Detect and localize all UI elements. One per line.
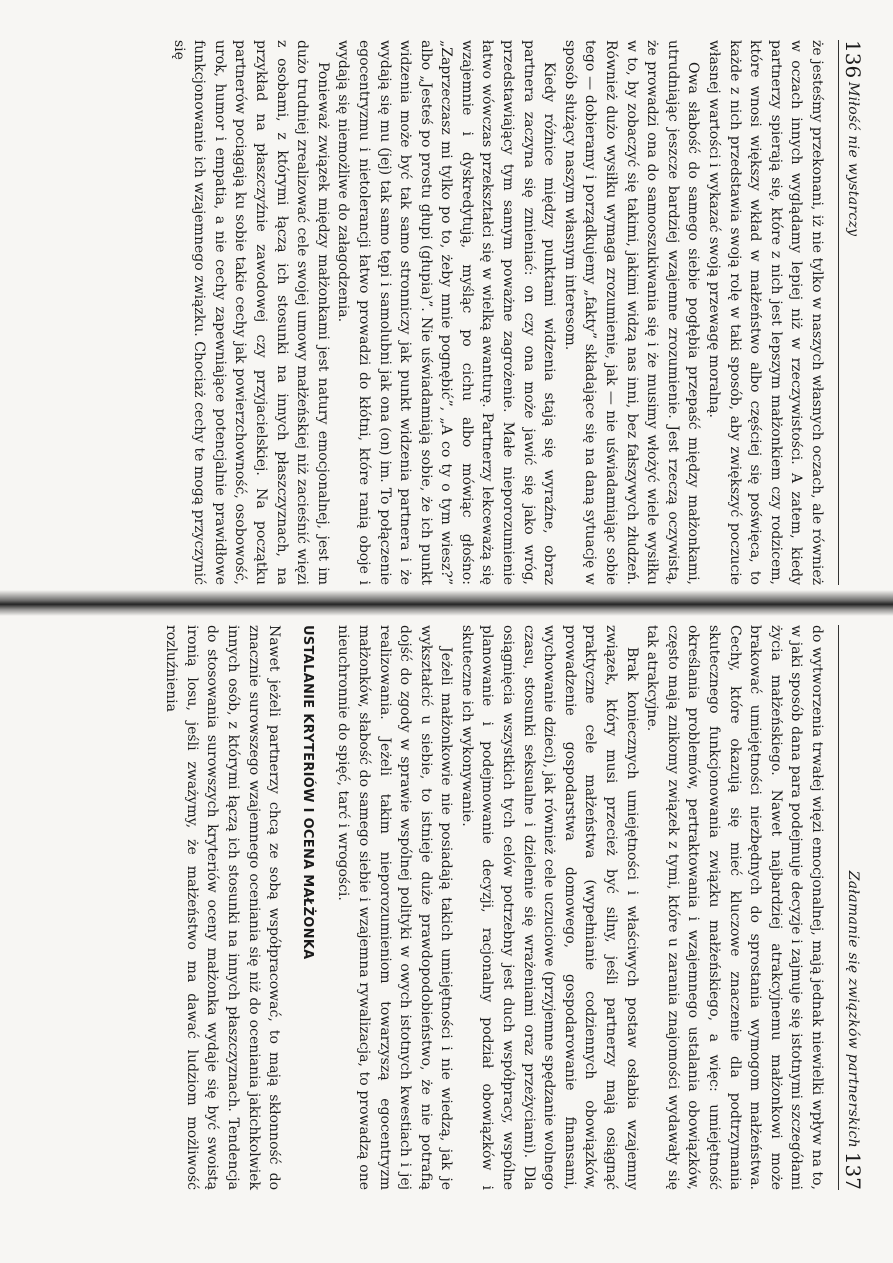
paragraph: do wytworzenia trwałej więzi emocjonalnej, mają jednak niewielki wpływ na to, w jaki sposób dana para podejmuje decyzje i zajmuje się istotnymi szczegółami życia małżeńskiego. Nawet najbardziej atrakcyjnemu małżonkowi może brakować umiejętności niezbędnych do sprostania wymogom małżeństwa. Cechy, które okazują się mieć kluczowe znaczenie dla podtrzymania skutecznego funkcjonowania związku małżeńskiego, a więc: umiejętność określania problemów, pertraktowania i wzajemnego ustalania obowiązków, często mają znikomy związek z tymi, które u zarania znajomości wydawały się tak atrakcyjne.: [644, 625, 825, 1190]
paragraph: Ponieważ związek między małżonkami jest natury emocjonalnej, jest im dużo trudniej zrealizować cele swojej umowy małżeńskiej niż zacieśnić więzi z osobami, z którymi łączą ich stosunki na innych płaszczyznach, na przykład na płaszczyźnie zawodowej czy przyjacielskiej. Na początku partnerów pociągają ku sobie takie cechy jak powierzchowność, osobowość, urok, humor i empatia, a nie cechy zapewniające potencjalnie prawidłowe funkcjonowanie ich wzajemnego związku. Chociaż cechy te mogą przyczynić się: [170, 40, 331, 585]
right-page-header: [838, 625, 869, 1190]
section-heading: USTALANIE KRYTERIÓW I OCENA MAŁŻONKA: [299, 625, 315, 960]
right-running-title: Załamanie się związków partnerskich: [845, 870, 861, 1148]
paragraph: Owa słabość do samego siebie pogłębia przepaść między małżonkami, utrudniając jeszcze bardziej wzajemne zrozumienie. Jest rzeczą oczywistą, że prowadzi ona do samooszukiwania się i że musimy włożyć wiele wysiłku w to, by zobaczyć się takimi, jakimi widzą nas inni, bez fałszywych złudzeń. Również dużo wysiłku wymaga zrozumienie, jak — nie uświadamiając sobie tego — dobieramy i porządkujemy „fakty” składające się na daną sytuację w sposób służący naszym własnym interesom.: [561, 40, 702, 585]
right-page-body: [161, 625, 827, 1190]
paragraph: Nawet jeżeli partnerzy chcą ze sobą współpracować, to mają skłonność do znacznie surowszego wzajemnego oceniania się niż do oceniania jakichkolwiek innych osób, z którymi łączą ich stosunki na innych płaszczyznach. Tendencja do stosowania surowszych kryteriów oceny małżonka wydaje się być swoistą ironią losu, jeśli zważymy, że małżeństwo ma dawać ludziom możliwość rozluźnienia: [163, 625, 283, 1190]
right-page: [0, 625, 893, 1190]
right-page-number: 137: [841, 1151, 865, 1190]
left-page: [0, 40, 893, 585]
left-page-number: 136: [841, 40, 865, 79]
paragraph: Jeżeli małżonkowie nie posiadają takich umiejętności i nie wiedzą, jak je wykształcić u siebie, to istnieje duże prawdopodobieństwo, że nie potrafią dojść do zgody w sprawie wspólnej polityki w owych istotnych kwestiach i jej realizowania. Jeżeli takim nieporozumieniom towarzyszą egocentryzm małżonków, słabość do samego siebie i wzajemna rywalizacja, to prowadzą one nieuchronnie do spięć, tarć i wrogości.: [335, 625, 455, 1190]
left-page-header: [838, 40, 869, 585]
paragraph: Kiedy różnice między punktami widzenia stają się wyraźne, obraz partnera zaczyna się zmieniać: on czy ona może jawić się jako wróg, przedstawiający tym samym poważne zagrożenie. Małe nieporozumienie łatwo wówczas przekształci się w wielką awanturę. Partnerzy lekceważą się wzajemnie i dyskredytują, myśląc po cichu albo mówiąc głośno: „Zaprzeczasz mi tylko po to, żeby mnie pognębić”, „A co ty o tym wiesz?” albo „Jesteś po prostu głupi (głupia)”. Nie uświadamiają sobie, że ich punkt widzenia może być tak samo stronniczy jak punkt widzenia partnera i że wydają się mu (jej) tak samo tępi i samolubni jak ona (on) im. To połączenie egocentryzmu i nietolerancji łatwo prowadzi do kłótni, które ranią oboje i wydają się niemożliwe do załagodzenia.: [335, 40, 558, 585]
paragraph: że jesteśmy przekonani, iż nie tylko w naszych własnych oczach, ale również w oczach innych wyglądamy lepiej niż w rzeczywistości. A zatem, kiedy partnerzy spierają się, które z nich jest lepszym małżonkiem czy rodzicem, które wnosi większy wkład w małżeństwo albo częściej się poświęca, to każde z nich przedstawia swoją rolę w taki sposób, aby zwiększyć poczucie własnej wartości i wykazać swoją przewagę moralną.: [706, 40, 825, 585]
book-gutter-shadow: [0, 590, 893, 616]
paragraph: Brak koniecznych umiejętności i właściwych postaw osłabia wzajemny związek, który musi przecież być silny, jeśli partnerzy mają osiągnąć praktyczne cele małżeństwa (wypełnianie codziennych obowiązków, prowadzenie gospodarstwa domowego, gospodarowanie finansami, wychowanie dzieci), jak również cele uczuciowe (przyjemne spędzanie wolnego czasu, stosunki seksualne i dzielenie się wrażeniami oraz przeżyciami). Dla osiągnięcia wszystkich tych celów potrzebny jest duch współpracy, wspólne planowanie i podejmowanie decyzji, racjonalny podział obowiązków i skuteczne ich wykonywanie.: [458, 625, 640, 1190]
left-running-title: Miłość nie wystarczy: [845, 82, 861, 237]
left-page-body: [168, 40, 827, 585]
